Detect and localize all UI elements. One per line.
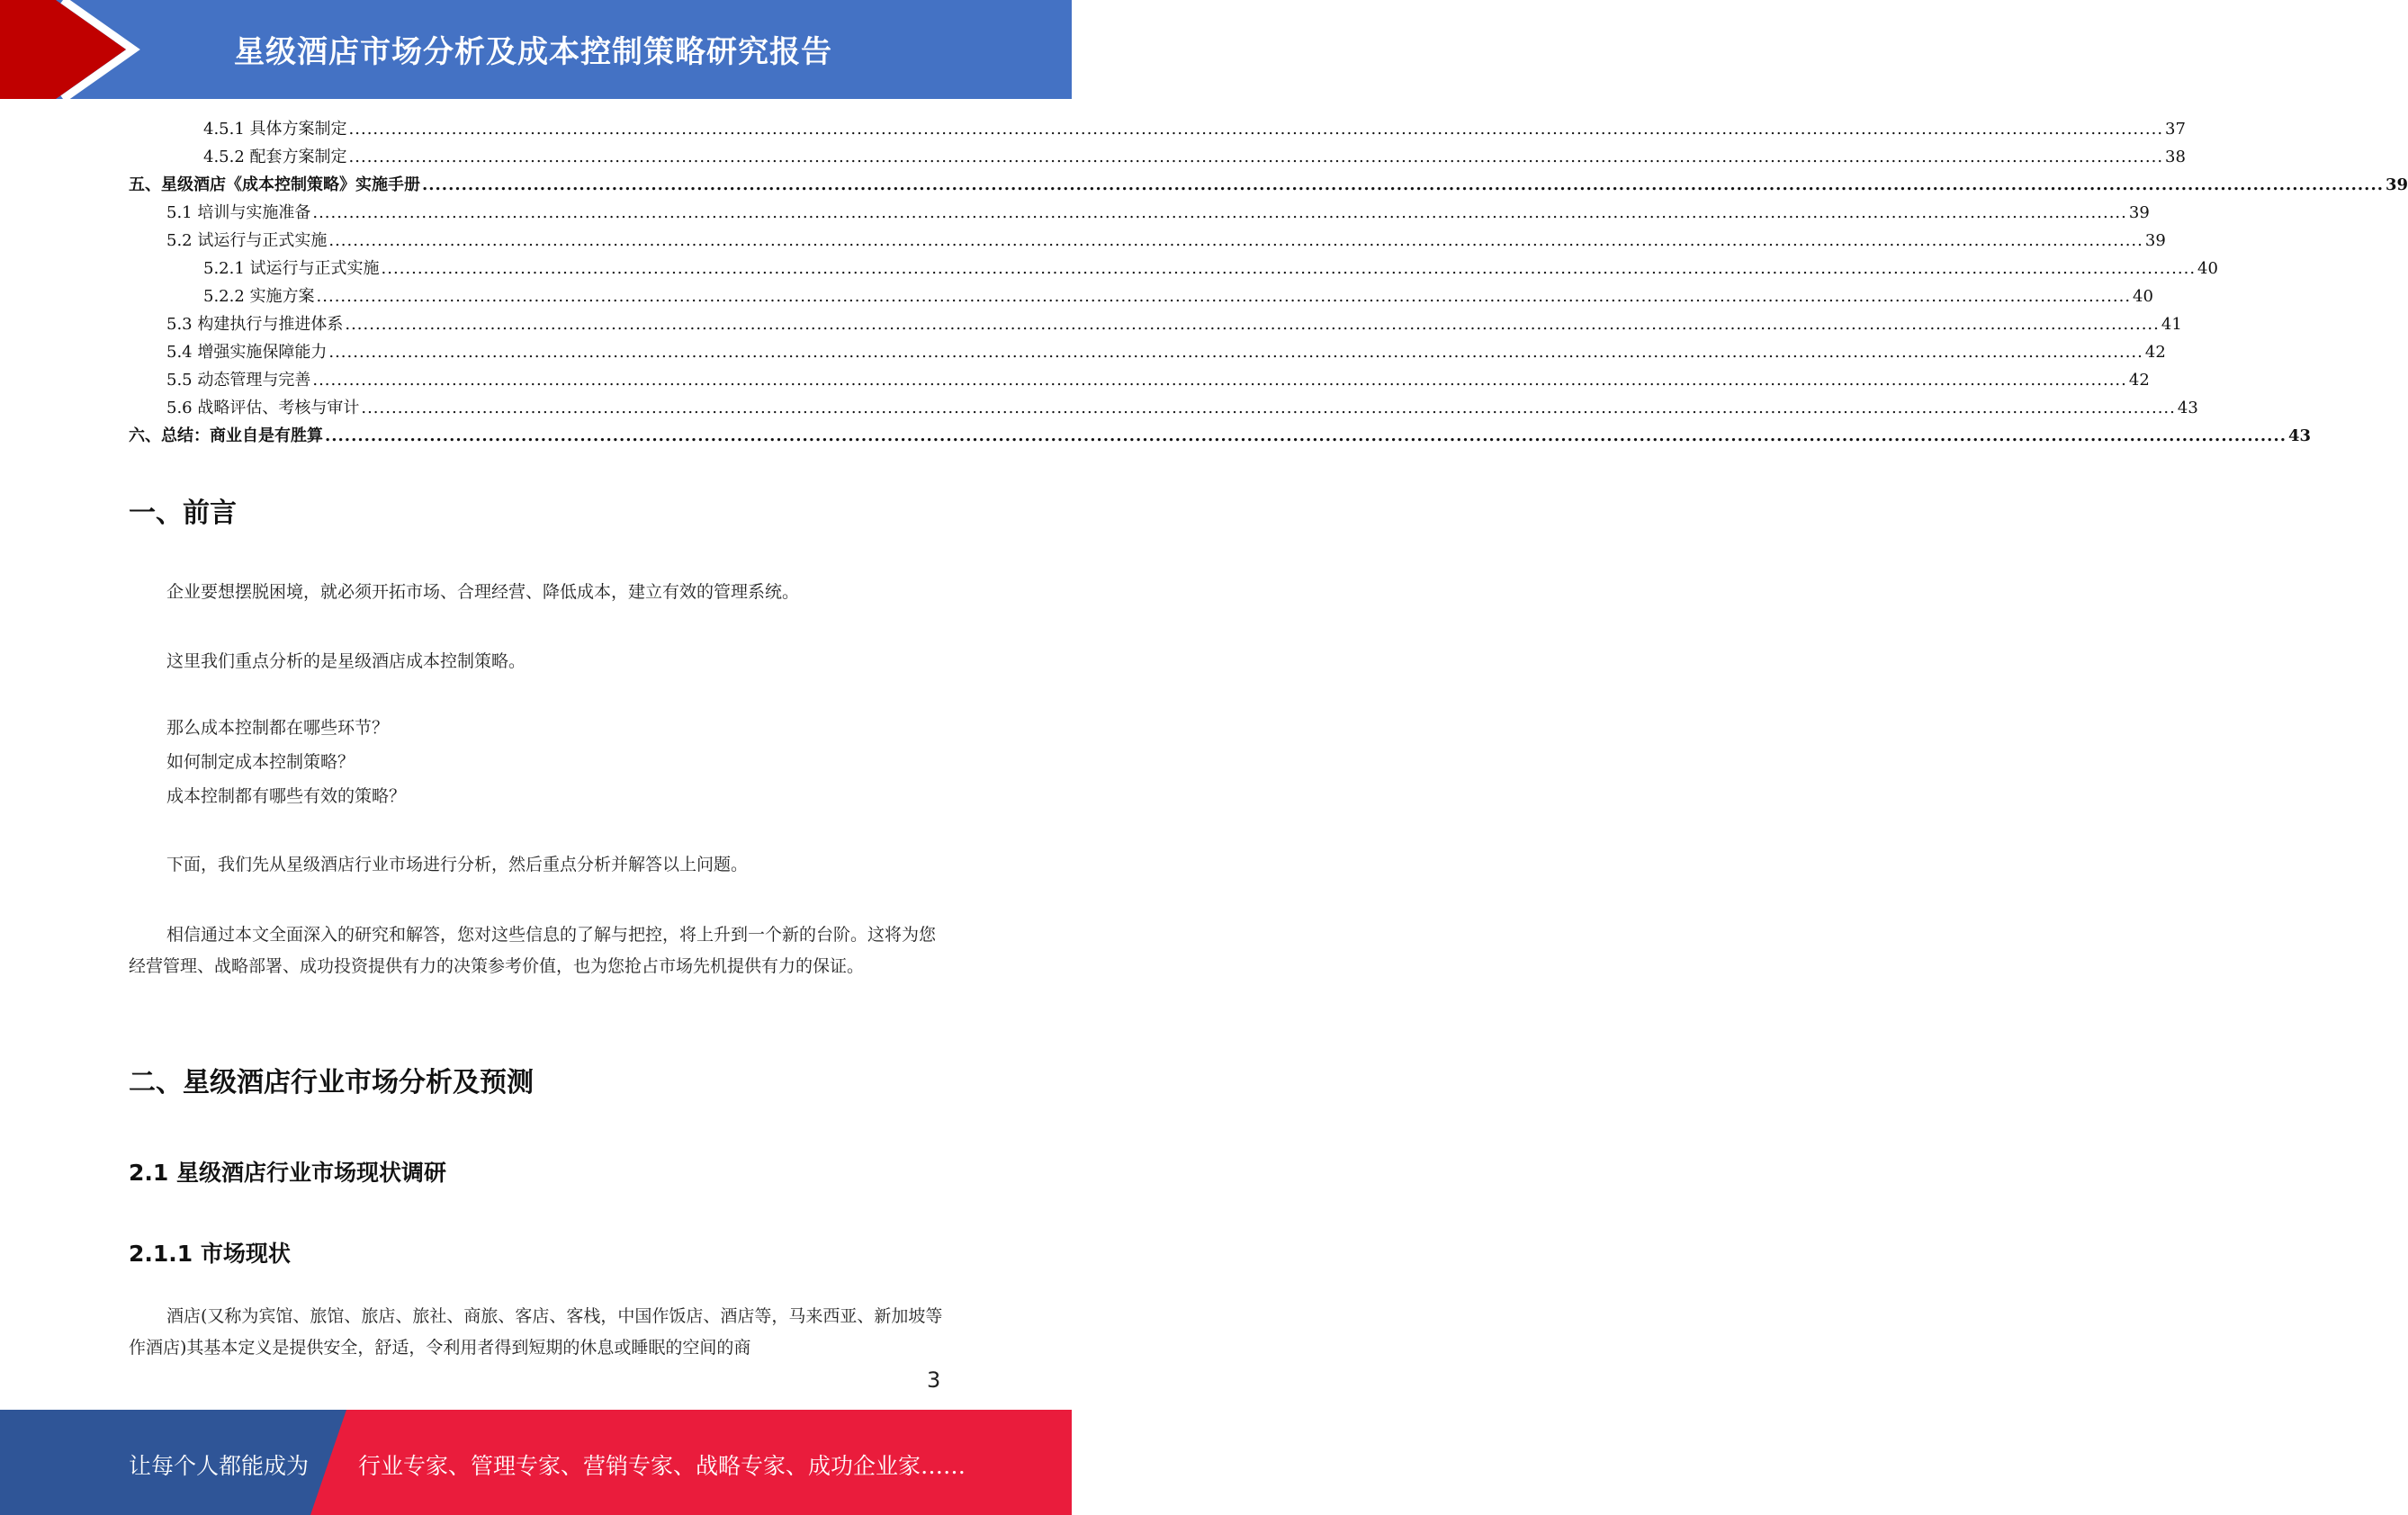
toc-entry[interactable] xyxy=(129,338,2166,366)
toc-entry-page: 37 xyxy=(2165,120,2186,139)
question-line: 那么成本控制都在哪些环节？ xyxy=(166,718,390,738)
toc-dot-leader: ............................................................................................................................................................................................................................................................................................................ xyxy=(312,203,2127,222)
toc-dot-leader: ............................................................................................................................................................................................................................................................................................................ xyxy=(422,175,2384,194)
toc-entry-page: 39 xyxy=(2385,175,2408,194)
table-of-contents xyxy=(129,115,2408,450)
paragraph: 酒店(又称为宾馆、旅馆、旅店、旅社、商旅、客店、客栈，中国作饭店、酒店等，马来西亚、新加坡等作酒店)其基本定义是提供安全，舒适，令利用者得到短期的休息或睡眠的空间的商 xyxy=(129,1306,943,1358)
toc-entry[interactable] xyxy=(129,171,2408,199)
document-title: 星级酒店市场分析及成本控制策略研究报告 xyxy=(234,34,832,70)
toc-entry-page: 42 xyxy=(2128,371,2150,390)
toc-entry[interactable] xyxy=(129,199,2150,227)
toc-entry-label: 5.3 构建执行与推进体系 xyxy=(166,315,344,334)
toc-entry-page: 39 xyxy=(2144,231,2166,250)
toc-dot-leader: ............................................................................................................................................................................................................................................................................................................ xyxy=(328,231,2143,250)
toc-dot-leader: ............................................................................................................................................................................................................................................................................................................ xyxy=(348,148,2164,166)
toc-entry[interactable] xyxy=(129,255,2218,282)
toc-dot-leader: ............................................................................................................................................................................................................................................................................................................ xyxy=(312,371,2127,390)
toc-entry[interactable] xyxy=(129,310,2182,338)
paragraph: 企业要想摆脱困境，就必须开拓市场、合理经营、降低成本，建立有效的管理系统。 xyxy=(166,582,800,602)
toc-entry-label: 5.2 试运行与正式实施 xyxy=(166,231,328,250)
toc-dot-leader: ............................................................................................................................................................................................................................................................................................................ xyxy=(345,315,2160,334)
subsection-heading: 2.1 星级酒店行业市场现状调研 xyxy=(129,1160,446,1186)
toc-dot-leader: ............................................................................................................................................................................................................................................................................................................ xyxy=(361,399,2176,417)
page-number: 3 xyxy=(927,1367,941,1393)
toc-entry-page: 38 xyxy=(2165,148,2186,166)
toc-entry-label: 5.5 动态管理与完善 xyxy=(166,371,311,390)
toc-dot-leader: ............................................................................................................................................................................................................................................................................................................ xyxy=(381,259,2197,278)
toc-entry-page: 39 xyxy=(2128,203,2150,222)
paragraph: 下面，我们先从星级酒店行业市场进行分析，然后重点分析并解答以上问题。 xyxy=(166,855,749,874)
toc-entry-label: 5.2.2 实施方案 xyxy=(203,287,315,306)
toc-entry[interactable] xyxy=(129,115,2186,143)
toc-entry[interactable] xyxy=(129,422,2312,450)
toc-entry-page: 43 xyxy=(2287,426,2312,445)
toc-entry-label: 5.1 培训与实施准备 xyxy=(166,203,311,222)
footer-band xyxy=(0,1410,1072,1515)
toc-entry[interactable] xyxy=(129,282,2153,310)
toc-entry-label: 4.5.2 配套方案制定 xyxy=(203,148,347,166)
toc-entry-page: 40 xyxy=(2133,287,2153,306)
toc-entry[interactable] xyxy=(129,394,2198,422)
toc-entry-label: 5.6 战略评估、考核与审计 xyxy=(166,399,360,417)
toc-entry-label: 六、总结：商业自是有胜算 xyxy=(129,426,323,445)
subsubsection-heading: 2.1.1 市场现状 xyxy=(129,1241,291,1267)
toc-entry-page: 43 xyxy=(2177,399,2198,417)
question-line: 成本控制都有哪些有效的策略？ xyxy=(166,786,407,806)
toc-entry[interactable] xyxy=(129,143,2186,171)
footer-slogan-right: 行业专家、管理专家、营销专家、战略专家、成功企业家…… xyxy=(358,1453,966,1479)
header-band xyxy=(0,0,1072,99)
footer-slogan-left: 让每个人都能成为 xyxy=(129,1453,310,1479)
toc-entry-page: 41 xyxy=(2161,315,2182,334)
toc-entry-page: 40 xyxy=(2197,259,2218,278)
toc-dot-leader: ............................................................................................................................................................................................................................................................................................................ xyxy=(328,343,2143,362)
toc-entry[interactable] xyxy=(129,227,2166,255)
toc-entry-label: 5.4 增强实施保障能力 xyxy=(166,343,328,362)
toc-entry-label: 4.5.1 具体方案制定 xyxy=(203,120,347,139)
section-heading-market-analysis: 二、星级酒店行业市场分析及预测 xyxy=(129,1067,534,1098)
section-heading-preface: 一、前言 xyxy=(129,498,237,529)
toc-entry-label: 5.2.1 试运行与正式实施 xyxy=(203,259,380,278)
question-line: 如何制定成本控制策略？ xyxy=(166,752,355,772)
toc-dot-leader: ............................................................................................................................................................................................................................................................................................................ xyxy=(325,426,2287,445)
toc-dot-leader: ............................................................................................................................................................................................................................................................................................................ xyxy=(316,287,2132,306)
toc-entry-label: 五、星级酒店《成本控制策略》实施手册 xyxy=(129,175,420,194)
paragraph: 相信通过本文全面深入的研究和解答，您对这些信息的了解与把控，将上升到一个新的台阶。这将为您经营管理、战略部署、成功投资提供有力的决策参考价值，也为您抢占市场先机提供有力的保证。 xyxy=(129,925,937,976)
toc-dot-leader: ............................................................................................................................................................................................................................................................................................................ xyxy=(348,120,2164,139)
toc-entry[interactable] xyxy=(129,366,2150,394)
toc-entry-page: 42 xyxy=(2144,343,2166,362)
paragraph: 这里我们重点分析的是星级酒店成本控制策略。 xyxy=(166,651,526,671)
